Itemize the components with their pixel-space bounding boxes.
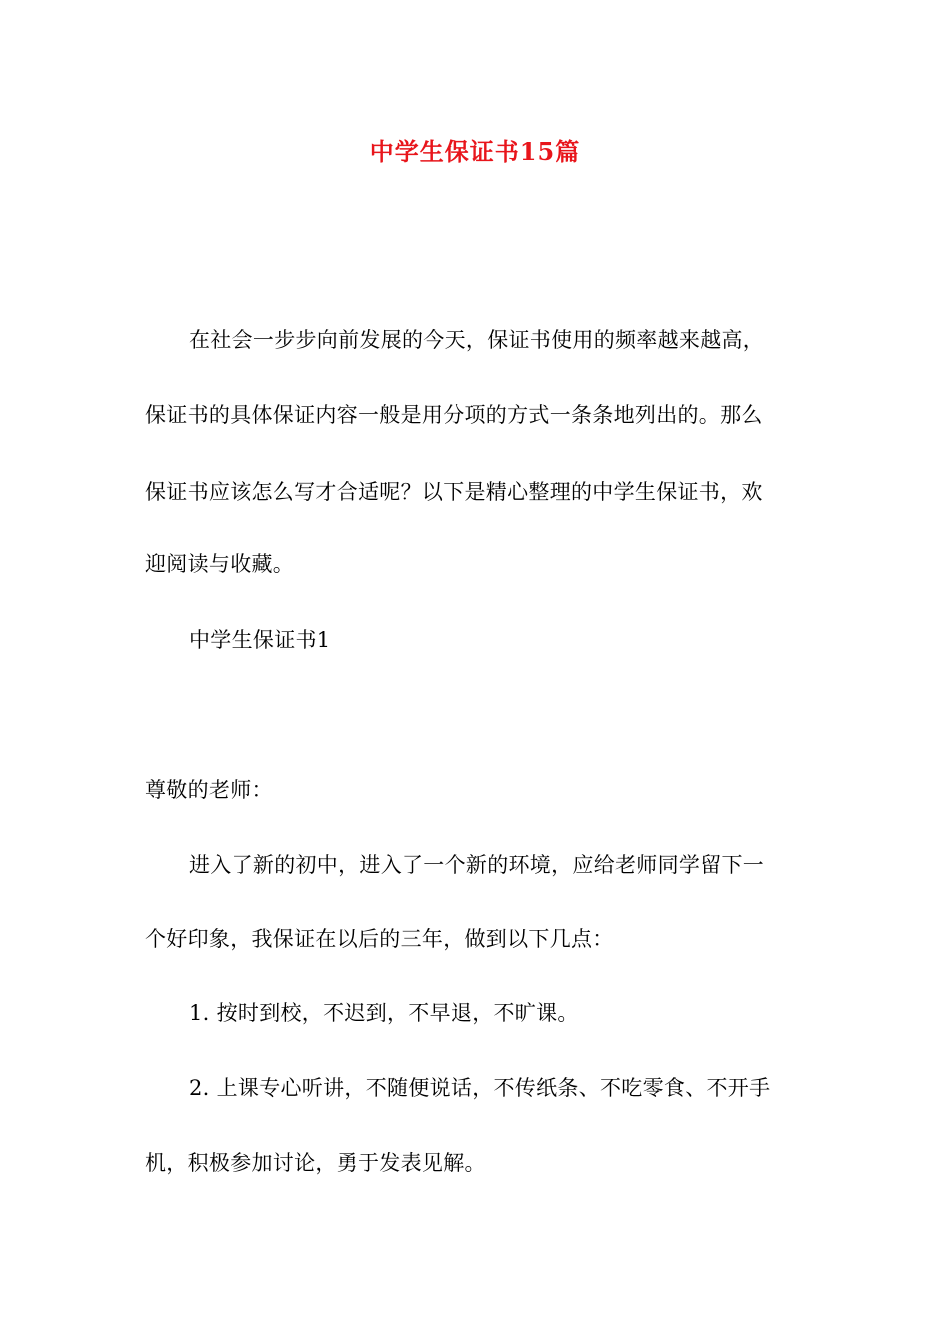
list-item-1: 1. 按时到校，不迟到，不早退，不旷课。	[189, 1001, 579, 1025]
intro-line-3: 保证书应该怎么写才合适呢？以下是精心整理的中学生保证书，欢	[145, 480, 763, 504]
body-line-1: 进入了新的初中，进入了一个新的环境，应给老师同学留下一	[189, 853, 765, 877]
intro-line-4: 迎阅读与收藏。	[145, 552, 295, 576]
intro-line-2: 保证书的具体保证内容一般是用分项的方式一条条地列出的。那么	[145, 403, 763, 427]
section-heading: 中学生保证书1	[189, 628, 331, 652]
intro-line-1: 在社会一步步向前发展的今天，保证书使用的频率越来越高，	[189, 328, 765, 352]
body-line-2: 个好印象，我保证在以后的三年，做到以下几点：	[145, 927, 614, 951]
salutation: 尊敬的老师：	[145, 778, 273, 802]
list-item-2-line-2: 机，积极参加讨论，勇于发表见解。	[145, 1151, 486, 1175]
document-title: 中学生保证书15篇	[369, 137, 581, 166]
list-item-2-line-1: 2. 上课专心听讲，不随便说话，不传纸条、不吃零食、不开手	[189, 1076, 771, 1100]
